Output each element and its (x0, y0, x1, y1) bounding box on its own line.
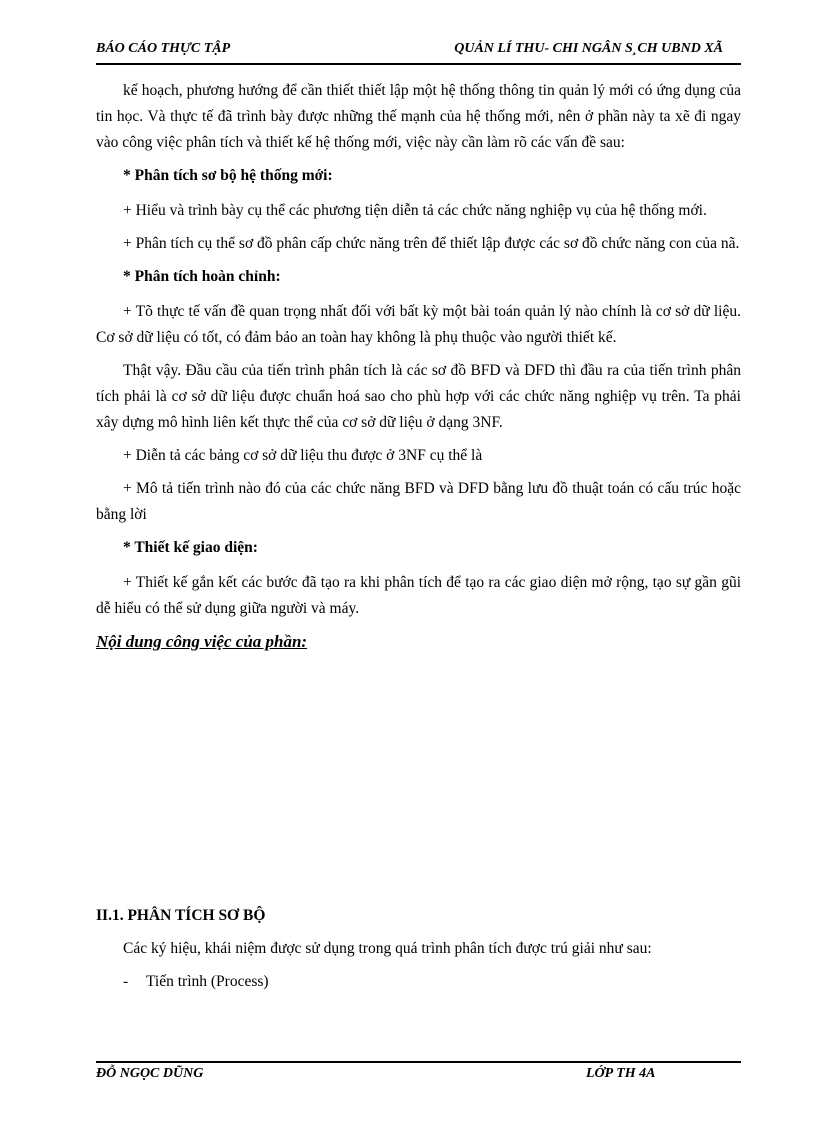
bullet-dash: - (123, 973, 129, 990)
paragraph-indeed: Thật vậy. Đầu cầu của tiến trình phân tích là các sơ đồ BFD và DFD thì đầu ra của tiến trình phân tích phải là cơ sở dữ liệu được chuẩn hoá sao cho phù hợp với các chức năng nghiệp vụ trên. Ta phải xây dựng mô hình liên kết thực thể của cơ sở dữ liệu ở dạng 3NF. (96, 362, 741, 431)
paragraph-database: + Tõ thực tế vấn đề quan trọng nhất đối với bất kỳ một bài toán quản lý nào chính là cơ sở dữ liệu. Cơ sở dữ liệu có tốt, có đảm bảo an toàn hay không là phụ thuộc vào người thiết kế. (96, 303, 741, 346)
heading-complete-analysis: * Phân tích hoàn chỉnh: (123, 268, 281, 285)
heading-preliminary-analysis: * Phân tích sơ bộ hệ thống mới: (123, 167, 333, 184)
page-footer (96, 1066, 741, 1086)
list-item (96, 969, 741, 995)
paragraph-understand: + Hiểu và trình bày cụ thể các phương tiện diễn tả các chức năng nghiệp vụ của hệ thống mới. (123, 202, 707, 219)
header-divider (96, 63, 741, 65)
list-item-text: Tiến trình (Process) (146, 973, 269, 990)
paragraph-interface: + Thiết kế gắn kết các bước đã tạo ra khi phân tích để tạo ra các giao diện mở rộng, tạo sự gần gũi dễ hiểu có thể sử dụng giữa người và máy. (96, 574, 741, 617)
header-project-title: QUẢN LÍ THU- CHI NGÂN S¸CH UBND XÃ (454, 41, 723, 56)
footer-class: LỚP TH 4A (586, 1066, 656, 1081)
paragraph-intro: kế hoạch, phương hướng để cần thiết thiết lập một hệ thống thông tin quản lý mới có ứng dụng của tin học. Và thực tế đã trình bày được những thế mạnh của hệ thống mới, nên ở phần này ta xẽ đi ngay vào công việc phân tích và thiết kế hệ thống mới, việc này cần làm rõ các vấn đề sau: (96, 82, 741, 151)
header-report-title: BÁO CÁO THỰC TẬP (96, 41, 231, 56)
page-header (96, 41, 741, 61)
footer-author: ĐỖ NGỌC DŨNG (96, 1066, 204, 1081)
footer-divider (96, 1061, 741, 1063)
heading-interface-design: * Thiết kế giao diện: (123, 539, 258, 556)
section-preliminary-analysis (96, 903, 741, 995)
paragraph-flowchart: + Mô tả tiến trình nào đó của các chức năng BFD và DFD bằng lưu đồ thuật toán có cấu trúc hoặc bằng lời (96, 480, 741, 523)
paragraph-analyze-diagram: + Phân tích cụ thể sơ đồ phân cấp chức năng trên để thiết lập được các sơ đồ chức năng con của nã. (123, 235, 740, 252)
section-heading: II.1. PHÂN TÍCH SƠ BỘ (96, 907, 266, 924)
paragraph-3nf-tables: + Diễn tả các bảng cơ sở dữ liệu thu được ở 3NF cụ thể là (123, 447, 483, 464)
document-body (96, 78, 741, 662)
section-title-content: Nội dung công việc của phần: (96, 632, 308, 651)
paragraph-notation: Các ký hiệu, khái niệm được sử dụng trong quá trình phân tích được trú giải như sau: (123, 940, 652, 957)
